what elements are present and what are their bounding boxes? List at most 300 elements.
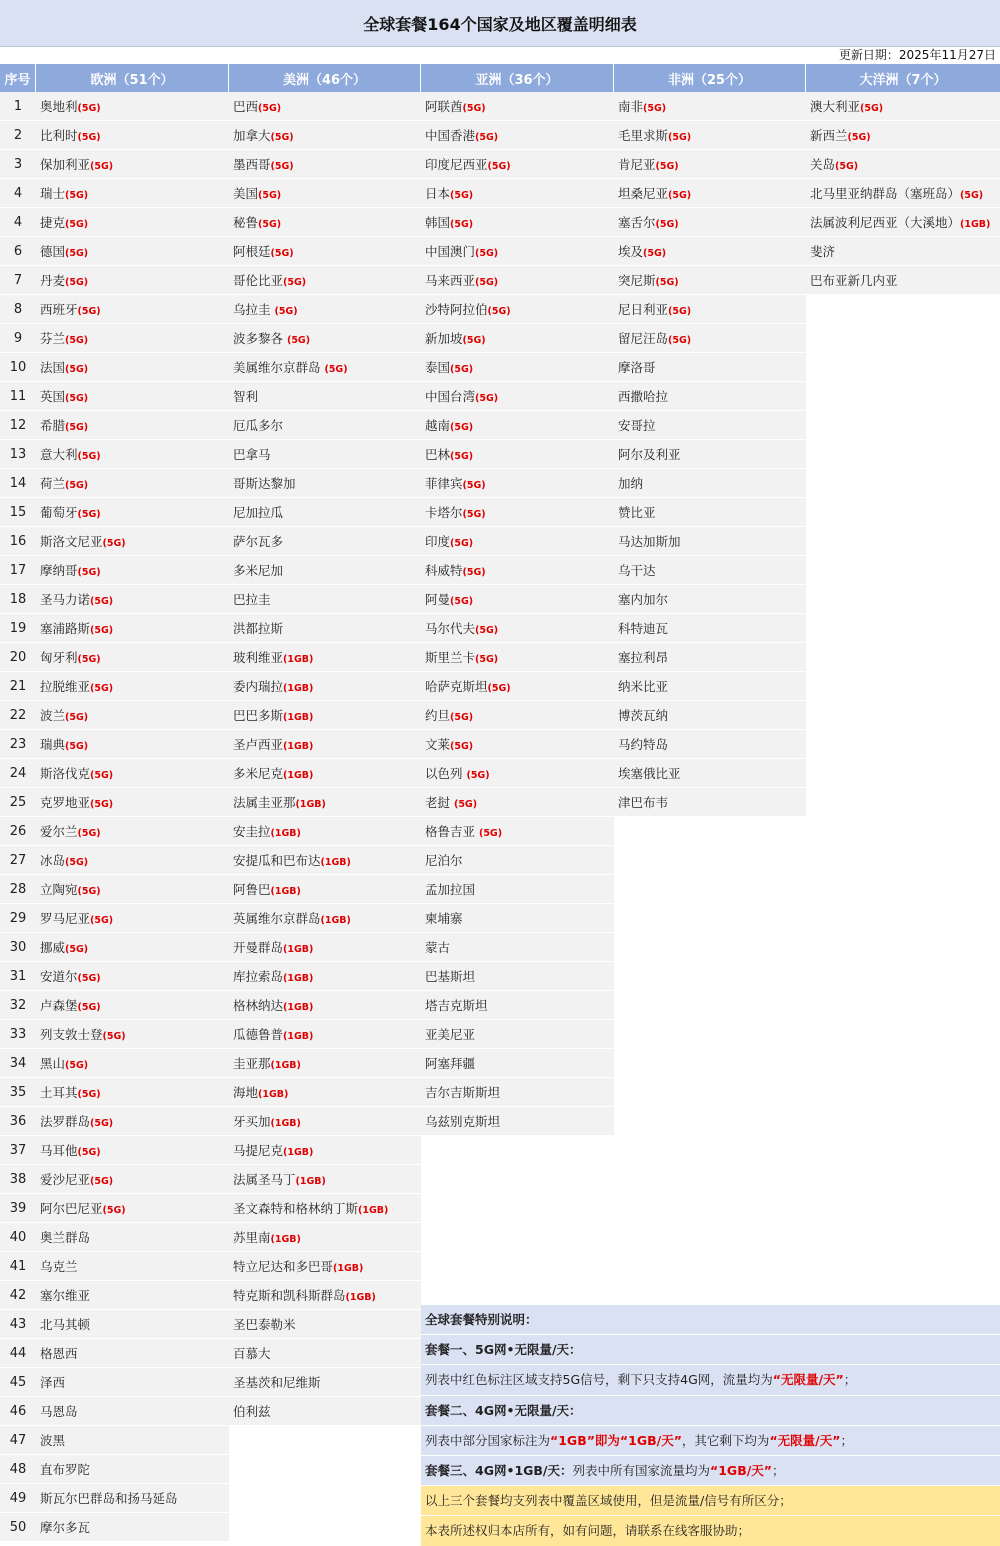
africa-country-cell (614, 411, 806, 440)
europe-country-cell (36, 730, 229, 759)
country-name: 斯洛文尼亚 (40, 534, 103, 549)
country-name: 马约特岛 (618, 737, 669, 752)
row-number: 29 (0, 904, 36, 933)
country-name: 克罗地亚 (40, 795, 91, 810)
row-number: 30 (0, 933, 36, 962)
5g-badge: (5G) (77, 973, 101, 984)
5g-badge: (5G) (643, 103, 667, 114)
country-name: 马提尼克 (233, 1143, 284, 1158)
5g-badge: (5G) (65, 712, 89, 723)
5g-badge: (5G) (90, 596, 114, 607)
country-name: 摩尔多瓦 (40, 1520, 91, 1535)
americas-country-cell (229, 1368, 421, 1397)
africa-country-cell (614, 353, 806, 382)
country-name: 特克斯和凯科斯群岛 (233, 1288, 346, 1303)
oceania-country-cell (806, 150, 1000, 179)
5g-badge: (5G) (77, 1147, 101, 1158)
country-name: 新加坡 (425, 331, 463, 346)
1gb-badge: (1GB) (295, 1176, 326, 1187)
country-name: 坦桑尼亚 (618, 186, 669, 201)
5g-badge: (5G) (450, 219, 474, 230)
country-name: 捷克 (40, 215, 66, 230)
country-name: 乌兹别克斯坦 (425, 1114, 501, 1129)
country-name: 塔吉克斯坦 (425, 998, 488, 1013)
country-name: 安道尔 (40, 969, 78, 984)
asia-country-cell (421, 498, 614, 527)
country-name: 卢森堡 (40, 998, 78, 1013)
row-number: 22 (0, 701, 36, 730)
plan2-desc-highlight-1gb: “1GB”即为“1GB/天” (550, 1432, 682, 1448)
europe-country-cell (36, 556, 229, 585)
americas-country-cell (229, 92, 421, 121)
country-name: 马恩岛 (40, 1404, 78, 1419)
europe-country-cell (36, 585, 229, 614)
row-number: 17 (0, 556, 36, 585)
country-name: 西撒哈拉 (618, 389, 669, 404)
row-number: 7 (0, 266, 36, 295)
5g-badge: (5G) (90, 1176, 114, 1187)
oceania-country-cell (806, 208, 1000, 237)
country-name: 越南 (425, 418, 451, 433)
row-number: 3 (0, 150, 36, 179)
row-number: 16 (0, 527, 36, 556)
country-name: 巴基斯坦 (425, 969, 476, 984)
5g-badge: (5G) (65, 393, 89, 404)
europe-country-cell (36, 1484, 229, 1513)
5g-badge: (5G) (450, 190, 474, 201)
country-name: 多米尼加 (233, 563, 284, 578)
country-name: 赞比亚 (618, 505, 656, 520)
country-name: 塞舌尔 (618, 215, 656, 230)
country-name: 库拉索岛 (233, 969, 284, 984)
5g-badge: (5G) (65, 857, 89, 868)
5g-badge: (5G) (847, 132, 871, 143)
5g-badge: (5G) (462, 480, 486, 491)
page-title: 全球套餐164个国家及地区覆盖明细表 (0, 0, 1000, 47)
country-name: 格林纳达 (233, 998, 284, 1013)
europe-country-cell (36, 266, 229, 295)
africa-country-cell (614, 208, 806, 237)
country-name: 百慕大 (233, 1346, 271, 1361)
africa-country-cell (614, 498, 806, 527)
5g-badge: (5G) (274, 306, 298, 317)
country-name: 丹麦 (40, 273, 66, 288)
row-number: 6 (0, 237, 36, 266)
1gb-badge: (1GB) (270, 886, 301, 897)
5g-badge: (5G) (90, 915, 114, 926)
americas-country-cell (229, 121, 421, 150)
europe-country-cell (36, 527, 229, 556)
plan1-desc-highlight: “无限量/天” (772, 1372, 844, 1388)
country-name: 西班牙 (40, 302, 78, 317)
country-name: 厄瓜多尔 (233, 418, 284, 433)
country-name: 冰岛 (40, 853, 66, 868)
africa-country-cell (614, 121, 806, 150)
5g-badge: (5G) (270, 161, 294, 172)
5g-badge: (5G) (487, 683, 511, 694)
africa-column (614, 92, 806, 817)
country-name: 圣文森特和格林纳丁斯 (233, 1201, 359, 1216)
plan2-desc-text: 列表中部分国家标注为 (425, 1432, 551, 1448)
country-name: 瑞士 (40, 186, 66, 201)
africa-country-cell (614, 266, 806, 295)
country-name: 巴林 (425, 447, 451, 462)
1gb-badge: (1GB) (345, 1292, 376, 1303)
africa-country-cell (614, 585, 806, 614)
country-name: 泽西 (40, 1375, 66, 1390)
5g-badge: (5G) (462, 103, 486, 114)
row-number: 42 (0, 1281, 36, 1310)
5g-badge: (5G) (65, 335, 89, 346)
country-name: 圣巴泰勒米 (233, 1317, 296, 1332)
country-name: 圣基茨和尼维斯 (233, 1375, 321, 1390)
country-name: 阿曼 (425, 592, 451, 607)
country-name: 韩国 (425, 215, 451, 230)
country-name: 瑞典 (40, 737, 66, 752)
asia-country-cell (421, 382, 614, 411)
africa-country-cell (614, 324, 806, 353)
country-name: 格恩西 (40, 1346, 78, 1361)
americas-country-cell (229, 614, 421, 643)
americas-country-cell (229, 1020, 421, 1049)
americas-country-cell (229, 1049, 421, 1078)
country-name: 荷兰 (40, 476, 66, 491)
country-name: 蒙古 (425, 940, 451, 955)
5g-badge: (5G) (475, 625, 499, 636)
asia-country-cell (421, 614, 614, 643)
country-name: 匈牙利 (40, 650, 78, 665)
europe-country-cell (36, 1078, 229, 1107)
5g-badge: (5G) (668, 190, 692, 201)
5g-badge: (5G) (77, 654, 101, 665)
country-name: 尼泊尔 (425, 853, 463, 868)
country-name: 巴西 (233, 99, 259, 114)
americas-country-cell (229, 643, 421, 672)
americas-country-cell (229, 266, 421, 295)
americas-country-cell (229, 498, 421, 527)
country-name: 瓜德鲁普 (233, 1027, 284, 1042)
country-name: 文莱 (425, 737, 451, 752)
country-name: 巴拿马 (233, 447, 271, 462)
africa-country-cell (614, 150, 806, 179)
row-number: 15 (0, 498, 36, 527)
asia-country-cell (421, 150, 614, 179)
5g-badge: (5G) (450, 596, 474, 607)
5g-badge: (5G) (475, 277, 499, 288)
country-name: 秘鲁 (233, 215, 259, 230)
row-number: 41 (0, 1252, 36, 1281)
country-name: 塞尔维亚 (40, 1288, 91, 1303)
5g-badge: (5G) (65, 190, 89, 201)
country-name: 多米尼克 (233, 766, 284, 781)
row-number: 43 (0, 1310, 36, 1339)
europe-country-cell (36, 1165, 229, 1194)
5g-badge: (5G) (258, 219, 282, 230)
europe-country-cell (36, 962, 229, 991)
americas-country-cell (229, 788, 421, 817)
country-name: 埃及 (618, 244, 644, 259)
country-name: 哥斯达黎加 (233, 476, 296, 491)
number-column (0, 92, 36, 1542)
country-name: 英属维尔京群岛 (233, 911, 321, 926)
header-europe: 欧洲（51个） (36, 64, 229, 92)
europe-country-cell (36, 295, 229, 324)
row-number: 44 (0, 1339, 36, 1368)
europe-country-cell (36, 904, 229, 933)
americas-country-cell (229, 411, 421, 440)
europe-country-cell (36, 1339, 229, 1368)
row-number: 49 (0, 1484, 36, 1513)
country-name: 安圭拉 (233, 824, 271, 839)
plan2-desc-mid: ，其它剩下均为 (681, 1432, 770, 1448)
asia-column (421, 92, 614, 1136)
asia-country-cell (421, 875, 614, 904)
country-name: 加纳 (618, 476, 644, 491)
row-number: 33 (0, 1020, 36, 1049)
update-date: 更新日期：2025年11月27日 (838, 48, 996, 62)
country-name: 博茨瓦纳 (618, 708, 669, 723)
europe-country-cell (36, 1049, 229, 1078)
row-number: 31 (0, 962, 36, 991)
europe-country-cell (36, 92, 229, 121)
europe-country-cell (36, 324, 229, 353)
country-name: 马尔代夫 (425, 621, 476, 636)
americas-country-cell (229, 585, 421, 614)
row-number: 1 (0, 92, 36, 121)
row-number: 24 (0, 759, 36, 788)
country-name: 芬兰 (40, 331, 66, 346)
plan3-desc (421, 1456, 1000, 1486)
asia-country-cell (421, 991, 614, 1020)
5g-badge: (5G) (65, 219, 89, 230)
country-name: 尼日利亚 (618, 302, 669, 317)
country-name: 圭亚那 (233, 1056, 271, 1071)
country-name: 中国澳门 (425, 244, 476, 259)
country-name: 苏里南 (233, 1230, 271, 1245)
1gb-badge: (1GB) (270, 828, 301, 839)
5g-badge: (5G) (77, 1089, 101, 1100)
americas-country-cell (229, 150, 421, 179)
country-name: 安哥拉 (618, 418, 656, 433)
country-name: 拉脱维亚 (40, 679, 91, 694)
asia-country-cell (421, 1078, 614, 1107)
1gb-badge: (1GB) (270, 1118, 301, 1129)
asia-country-cell (421, 324, 614, 353)
1gb-badge: (1GB) (320, 857, 351, 868)
5g-badge: (5G) (90, 683, 114, 694)
5g-badge: (5G) (655, 219, 679, 230)
country-name: 奥地利 (40, 99, 78, 114)
row-number: 28 (0, 875, 36, 904)
1gb-badge: (1GB) (358, 1205, 389, 1216)
asia-country-cell (421, 933, 614, 962)
row-number: 9 (0, 324, 36, 353)
country-name: 法属圭亚那 (233, 795, 296, 810)
americas-country-cell (229, 469, 421, 498)
row-number: 20 (0, 643, 36, 672)
europe-country-cell (36, 991, 229, 1020)
country-name: 阿塞拜疆 (425, 1056, 476, 1071)
5g-badge: (5G) (286, 335, 311, 346)
1gb-badge: (1GB) (283, 944, 314, 955)
country-name: 南非 (618, 99, 644, 114)
europe-country-cell (36, 1426, 229, 1455)
5g-badge: (5G) (102, 1031, 126, 1042)
oceania-country-cell (806, 266, 1000, 295)
row-number: 26 (0, 817, 36, 846)
country-name: 突尼斯 (618, 273, 656, 288)
country-name: 科特迪瓦 (618, 621, 669, 636)
europe-country-cell (36, 179, 229, 208)
1gb-badge: (1GB) (283, 973, 314, 984)
country-name: 斯里兰卡 (425, 650, 476, 665)
europe-country-cell (36, 1281, 229, 1310)
europe-country-cell (36, 817, 229, 846)
country-name: 纳米比亚 (618, 679, 669, 694)
header-oceania: 大洋洲（7个） (806, 64, 1000, 92)
5g-badge: (5G) (77, 828, 101, 839)
country-name: 萨尔瓦多 (233, 534, 284, 549)
europe-country-cell (36, 1136, 229, 1165)
oceania-column (806, 92, 1000, 295)
plan2-desc-end: ； (840, 1432, 853, 1448)
5g-badge: (5G) (655, 161, 679, 172)
country-name: 澳大利亚 (810, 99, 861, 114)
plan3-desc-highlight: “1GB/天” (710, 1462, 772, 1478)
asia-country-cell (421, 179, 614, 208)
europe-country-cell (36, 237, 229, 266)
5g-badge: (5G) (487, 161, 511, 172)
country-name: 法属圣马丁 (233, 1172, 296, 1187)
notes-title: 全球套餐特别说明： (421, 1305, 1000, 1335)
country-name: 斐济 (810, 244, 836, 259)
europe-country-cell (36, 1368, 229, 1397)
country-name: 新西兰 (810, 128, 848, 143)
5g-badge: (5G) (90, 625, 114, 636)
asia-country-cell (421, 121, 614, 150)
country-name: 乌拉圭 (233, 302, 275, 317)
country-name: 玻利维亚 (233, 650, 284, 665)
asia-country-cell (421, 788, 614, 817)
5g-badge: (5G) (960, 190, 984, 201)
country-name: 斯瓦尔巴群岛和扬马延岛 (40, 1491, 178, 1506)
asia-country-cell (421, 237, 614, 266)
row-number: 48 (0, 1455, 36, 1484)
country-name: 哥伦比亚 (233, 273, 284, 288)
country-name: 埃塞俄比亚 (618, 766, 681, 781)
europe-country-cell (36, 1020, 229, 1049)
country-name: 斯洛伐克 (40, 766, 91, 781)
country-name: 关岛 (810, 157, 836, 172)
country-name: 委内瑞拉 (233, 679, 284, 694)
5g-badge: (5G) (77, 1002, 101, 1013)
5g-badge: (5G) (270, 248, 294, 259)
country-name: 津巴布韦 (618, 795, 669, 810)
africa-country-cell (614, 759, 806, 788)
asia-country-cell (421, 585, 614, 614)
country-name: 洪都拉斯 (233, 621, 284, 636)
asia-country-cell (421, 295, 614, 324)
header-africa: 非洲（25个） (614, 64, 806, 92)
country-name: 保加利亚 (40, 157, 91, 172)
country-name: 罗马尼亚 (40, 911, 91, 926)
row-number: 34 (0, 1049, 36, 1078)
row-number: 23 (0, 730, 36, 759)
1gb-badge: (1GB) (270, 1060, 301, 1071)
country-name: 中国香港 (425, 128, 476, 143)
africa-country-cell (614, 643, 806, 672)
5g-badge: (5G) (90, 161, 114, 172)
europe-country-cell (36, 643, 229, 672)
5g-badge: (5G) (77, 306, 101, 317)
europe-country-cell (36, 469, 229, 498)
country-name: 马达加斯加 (618, 534, 681, 549)
5g-badge: (5G) (90, 1118, 114, 1129)
americas-country-cell (229, 759, 421, 788)
country-name: 塞拉利昂 (618, 650, 669, 665)
americas-country-cell (229, 817, 421, 846)
country-name: 尼加拉瓜 (233, 505, 284, 520)
country-name: 中国台湾 (425, 389, 476, 404)
country-name: 北马里亚纳群岛（塞班岛） (810, 186, 961, 201)
country-name: 日本 (425, 186, 451, 201)
americas-country-cell (229, 1165, 421, 1194)
5g-badge: (5G) (258, 103, 282, 114)
1gb-badge: (1GB) (283, 1002, 314, 1013)
country-name: 阿联酋 (425, 99, 463, 114)
country-name: 圣马力诺 (40, 592, 91, 607)
americas-country-cell (229, 904, 421, 933)
asia-country-cell (421, 208, 614, 237)
country-name: 法罗群岛 (40, 1114, 91, 1129)
country-name: 美属维尔京群岛 (233, 360, 325, 375)
5g-badge: (5G) (77, 451, 101, 462)
americas-country-cell (229, 1194, 421, 1223)
plan1-title: 套餐一、5G网•无限量/天： (421, 1335, 1000, 1365)
africa-country-cell (614, 527, 806, 556)
africa-country-cell (614, 672, 806, 701)
header-number: 序号 (0, 64, 36, 92)
country-name: 哈萨克斯坦 (425, 679, 488, 694)
plan1-desc-text: 列表中红色标注区域支持5G信号，剩下只支持4G网，流量均为 (425, 1372, 773, 1388)
row-number: 4 (0, 179, 36, 208)
header-americas: 美洲（46个） (229, 64, 421, 92)
country-name: 科威特 (425, 563, 463, 578)
row-number: 18 (0, 585, 36, 614)
country-name: 波多黎各 (233, 331, 287, 346)
country-name: 孟加拉国 (425, 882, 476, 897)
country-name: 墨西哥 (233, 157, 271, 172)
row-number: 25 (0, 788, 36, 817)
5g-badge: (5G) (643, 248, 667, 259)
africa-country-cell (614, 179, 806, 208)
5g-badge: (5G) (77, 886, 101, 897)
5g-badge: (5G) (450, 538, 474, 549)
country-name: 留尼汪岛 (618, 331, 669, 346)
oceania-country-cell (806, 237, 1000, 266)
europe-country-cell (36, 411, 229, 440)
row-number: 2 (0, 121, 36, 150)
country-name: 亚美尼亚 (425, 1027, 476, 1042)
row-number: 46 (0, 1397, 36, 1426)
americas-country-cell (229, 527, 421, 556)
country-name: 土耳其 (40, 1085, 78, 1100)
country-name: 吉尔吉斯斯坦 (425, 1085, 501, 1100)
europe-country-cell (36, 150, 229, 179)
americas-country-cell (229, 1136, 421, 1165)
africa-country-cell (614, 92, 806, 121)
europe-country-cell (36, 875, 229, 904)
